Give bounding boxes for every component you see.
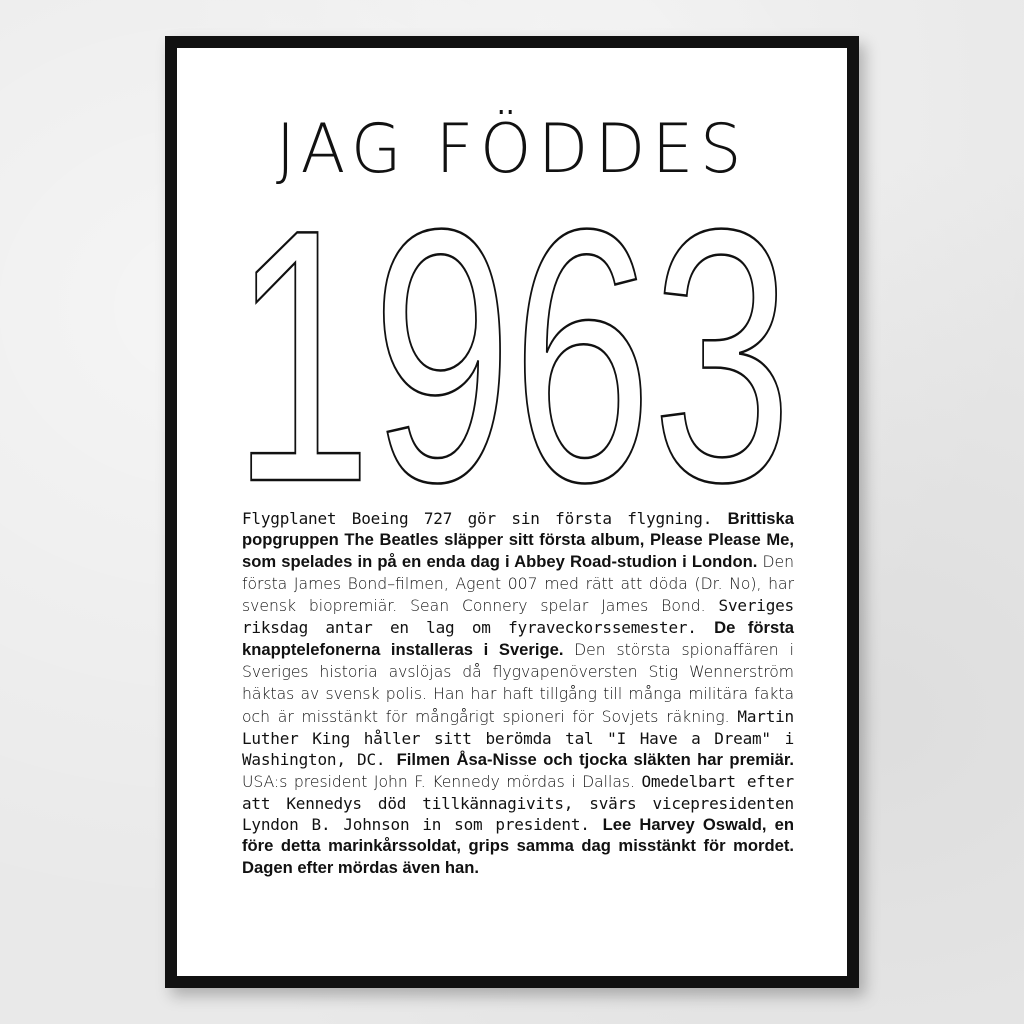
- year-outline-graphic: [177, 190, 847, 490]
- event-segment: Filmen Åsa-Nisse och tjocka släkten har premiär.: [396, 750, 794, 770]
- event-segment: Lee Harvey Oswald, en före detta marinkårssoldat, grips samma dag misstänkt för mordet. Dagen efter mördas även han.: [242, 815, 794, 877]
- event-segment: Omedelbart efter att Kennedys död tillkännagivits, svärs vicepresidenten Lyndon B. Johnson in som president.: [242, 771, 794, 835]
- event-segment: Martin Luther King håller sitt berömda tal "I Have a Dream" i Washington, DC.: [242, 706, 794, 770]
- year-outline-text: 1963: [232, 190, 792, 490]
- event-segment: USA:s president John F. Kennedy mördas i Dallas.: [242, 772, 642, 791]
- poster-year: [177, 190, 847, 490]
- event-segment: Flygplanet Boeing 727 gör sin första flygning.: [242, 509, 728, 528]
- events-paragraph: [242, 508, 794, 878]
- event-segment: Brittiska popgruppen The Beatles släpper sitt första album, Please Please Me, som spelades in på en enda dag i Abbey Road-studion i London.: [242, 509, 794, 571]
- event-segment: De första knapptelefonerna installeras i Sverige.: [242, 618, 794, 659]
- poster-heading: JAG FÖDDES: [275, 110, 749, 189]
- event-segment: Den första James Bond–filmen, Agent 007 med rätt att döda (Dr. No), har svensk biopremiär. Sean Connery spelar James Bond.: [242, 552, 794, 616]
- event-segment: Sveriges riksdag antar en lag om fyraveckorssemester.: [242, 596, 794, 638]
- poster-frame: [165, 36, 859, 988]
- event-segment: Den största spionaffären i Sveriges historia avslöjas då flygvapenöversten Stig Wennerström häktas av svensk polis. Han har haft tillgång till många militära fakta och är misstänkt för mångårigt spioneri för Sovjets räkning.: [242, 640, 794, 726]
